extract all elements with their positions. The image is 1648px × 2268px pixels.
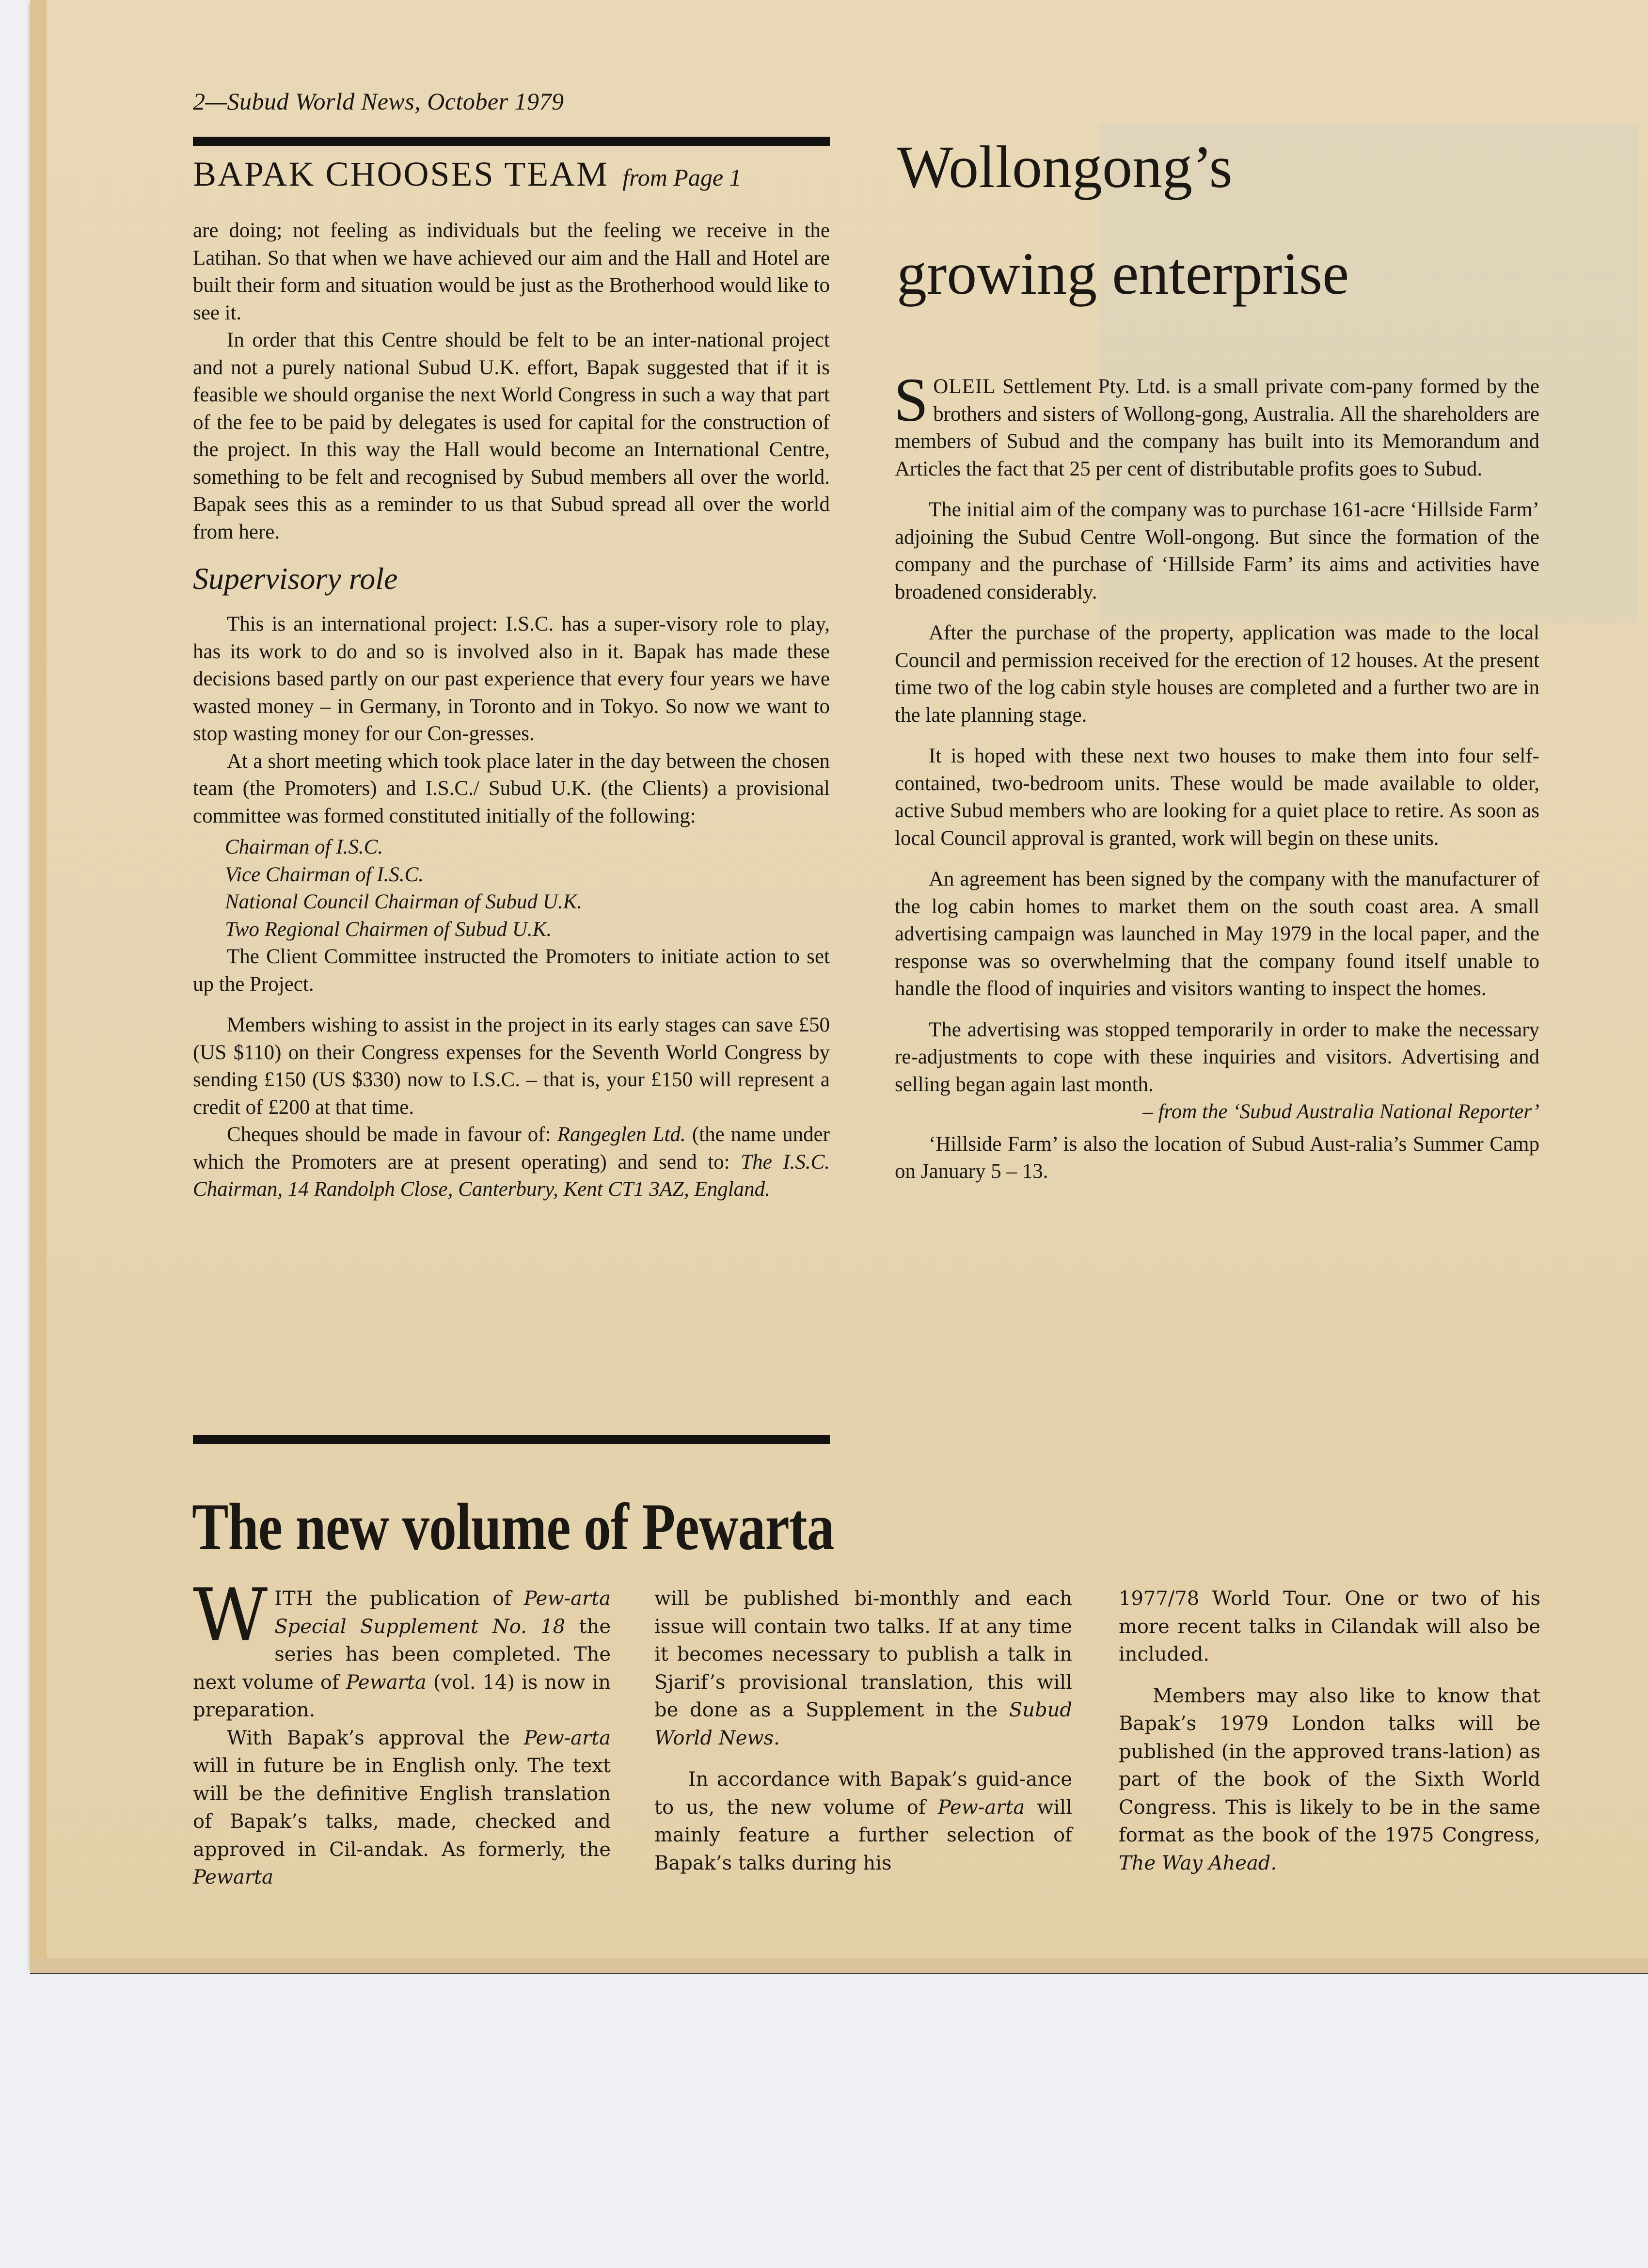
text-run: With Bapak’s approval the bbox=[227, 1727, 524, 1749]
bottom-rule bbox=[193, 1435, 830, 1444]
publication-name: Pew-arta Special Supplement No. 18 bbox=[274, 1587, 611, 1638]
text-run: Cheques should be made in favour of: bbox=[227, 1123, 557, 1146]
paragraph: The Client Committee instructed the Promoters to initiate action to set up the Project. bbox=[193, 945, 830, 996]
committee-item: Chairman of I.S.C. bbox=[225, 836, 383, 858]
wollongong-title-line2: growing enterprise bbox=[897, 240, 1349, 307]
text-run: will in future be in English only. The text will be the definitive English translation of Bapak’s talks, made, checked and approved in Cil-andak. As formerly, the bbox=[193, 1755, 611, 1861]
book-title: The Way Ahead. bbox=[1119, 1852, 1277, 1874]
small-caps-lead: ITH bbox=[274, 1587, 314, 1610]
paragraph: At a short meeting which took place later in the day between the chosen team (the Promoters) and I.S.C./ Subud U.K. (the Clients) a provisional committee was formed constituted initially of the following: bbox=[193, 749, 830, 827]
paragraph: ‘Hillside Farm’ is also the location of Subud Aust-ralia’s Summer Camp on January 5 – 13. bbox=[895, 1132, 1539, 1183]
publication-name: Pewarta bbox=[193, 1866, 273, 1888]
pewarta-column-2 bbox=[654, 1585, 1072, 1877]
paragraph: 1977/78 World Tour. One or two of his more recent talks in Cilandak will also be included. bbox=[1119, 1587, 1540, 1665]
paragraph bbox=[193, 1573, 611, 1725]
paragraph: The initial aim of the company was to purchase 161-acre ‘Hillside Farm’ adjoining the Subud Centre Woll-ongong. But since the formation of the company and the purchase of ‘Hillside Farm’ its aims and activities have broadened considerably. bbox=[895, 498, 1539, 603]
paragraph bbox=[654, 1585, 1072, 1752]
wollongong-article-body bbox=[894, 365, 1539, 1186]
publication-name: Subud World News. bbox=[654, 1699, 1072, 1749]
text-run: will mainly feature a further selection of Bapak’s talks during his bbox=[654, 1796, 1072, 1874]
drop-cap: W bbox=[193, 1573, 268, 1658]
committee-item: Two Regional Chairmen of Subud U.K. bbox=[225, 918, 552, 941]
pewarta-article-title: The new volume of Pewarta bbox=[192, 1490, 834, 1564]
publication-name: Pewarta bbox=[346, 1671, 427, 1694]
committee-list bbox=[225, 834, 830, 943]
committee-item: National Council Chairman of Subud U.K. bbox=[225, 890, 583, 913]
top-rule bbox=[193, 137, 830, 146]
committee-item: Vice Chairman of I.S.C. bbox=[225, 863, 424, 886]
paragraph: Members wishing to assist in the project in its early stages can save £50 (US $110) on their Congress expenses for the Seventh World Congress by sending £150 (US $330) now to I.S.C. – that is, your £150 will represent a credit of £200 at that time. bbox=[193, 1014, 830, 1119]
wollongong-title-line1: Wollongong’s bbox=[897, 134, 1233, 200]
paragraph: The advertising was stopped temporarily in order to make the necessary re-adjustments to cope with these inquiries and visitors. Advertising and selling began again last month. bbox=[895, 1018, 1539, 1096]
publication-name: Pew-arta bbox=[523, 1727, 611, 1749]
bapak-article-body bbox=[193, 217, 830, 1204]
page-folio: 2—Subud World News, October 1979 bbox=[193, 88, 564, 115]
text-run: the publication of bbox=[313, 1587, 524, 1610]
drop-cap: S bbox=[894, 365, 929, 434]
continued-from-label: from Page 1 bbox=[622, 164, 742, 191]
text-run: In accordance with Bapak’s guid-ance to us, the new volume of bbox=[654, 1768, 1072, 1819]
paragraph bbox=[654, 1766, 1072, 1877]
pewarta-column-3 bbox=[1119, 1585, 1540, 1877]
paragraph bbox=[193, 1121, 830, 1204]
paragraph bbox=[1119, 1682, 1540, 1878]
paragraph: An agreement has been signed by the company with the manufacturer of the log cabin homes to market them on the south coast area. A small advertising campaign was launched in May 1979 in the local paper, and the response was so overwhelming that the company found itself unable to handle the flood of inquiries and visitors wanting to inspect the homes. bbox=[895, 868, 1539, 1000]
bapak-article-title bbox=[193, 154, 742, 194]
page-bottom-edge bbox=[30, 1958, 1648, 1974]
paragraph: This is an international project: I.S.C. has a super-visory role to play, has its work to do and so is involved also in it. Bapak has made these decisions based partly on our past experience that every four years we have wasted money – in Germany, in Toronto and in Tokyo. So now we want to stop wasting money for our Con-gresses. bbox=[193, 613, 830, 745]
bapak-title-text: BAPAK CHOOSES TEAM bbox=[193, 155, 609, 193]
small-caps-lead: OLEIL bbox=[933, 375, 996, 398]
text-run: the series has been completed. The next volume of bbox=[193, 1615, 611, 1694]
paragraph: In order that this Centre should be felt to be an inter-national project and not a purely national Subud U.K. effort, Bapak suggested that if it is feasible we should organise the next World Congress in such a way that part of the fee to be paid by delegates is used for capital for the construction of the project. In this way the Hall would become an International Centre, something to be felt and recognised by Subud members all over the world. Bapak sees this as a reminder to us that Subud spread all over the world from here. bbox=[193, 329, 830, 543]
text-run: will be published bi-monthly and each issue will contain two talks. If at any time it becomes necessary to publish a talk in Sjarif’s provisional translation, this will be done as a Supplement in the bbox=[654, 1587, 1072, 1721]
paragraph bbox=[193, 1725, 611, 1892]
subheading-supervisory-role: Supervisory role bbox=[193, 561, 398, 596]
text-run: Settlement Pty. Ltd. is a small private com-pany formed by the brothers and sisters of Wollong-gong, Australia. All the shareholders are members of Subud and the company has built into its Memorandum and Articles the fact that 25 per cent of distributable profits goes to Subud. bbox=[895, 375, 1539, 480]
mailing-address: The I.S.C. Chairman, 14 Randolph Close, Canterbury, Kent CT1 3AZ, England. bbox=[193, 1150, 830, 1201]
payee-name: Rangeglen Ltd. bbox=[557, 1123, 686, 1146]
publication-name: Pew-arta bbox=[937, 1796, 1025, 1819]
text-run: Members may also like to know that Bapak’s 1979 London talks will be published (in the approved trans-lation) as part of the book of the Sixth World Congress. This is likely to be in the same format as the book of the 1975 Congress, bbox=[1119, 1684, 1540, 1846]
source-attribution: – from the ‘Subud Australia National Reporter’ bbox=[1142, 1100, 1539, 1123]
paragraph: After the purchase of the property, application was made to the local Council and permission received for the erection of 12 houses. At the present time two of the log cabin style houses are completed and a further two are in the late planning stage. bbox=[895, 621, 1539, 727]
paragraph: are doing; not feeling as individuals but the feeling we receive in the Latihan. So that when we have achieved our aim and the Hall and Hotel are built their form and situation would be just as the Brotherhood would like to see it. bbox=[193, 219, 830, 324]
paragraph: It is hoped with these next two houses to make them into four self-contained, two-bedroom units. These would be made available to older, active Subud members who are looking for a quiet place to retire. As soon as local Council approval is granted, work will begin on these units. bbox=[895, 745, 1539, 850]
pewarta-column-1 bbox=[193, 1573, 611, 1892]
paragraph bbox=[894, 365, 1539, 483]
text-run: (vol. 14) is now in preparation. bbox=[193, 1671, 611, 1721]
text-run: (the name under which the Promoters are at present operating) and send to: bbox=[193, 1123, 830, 1174]
